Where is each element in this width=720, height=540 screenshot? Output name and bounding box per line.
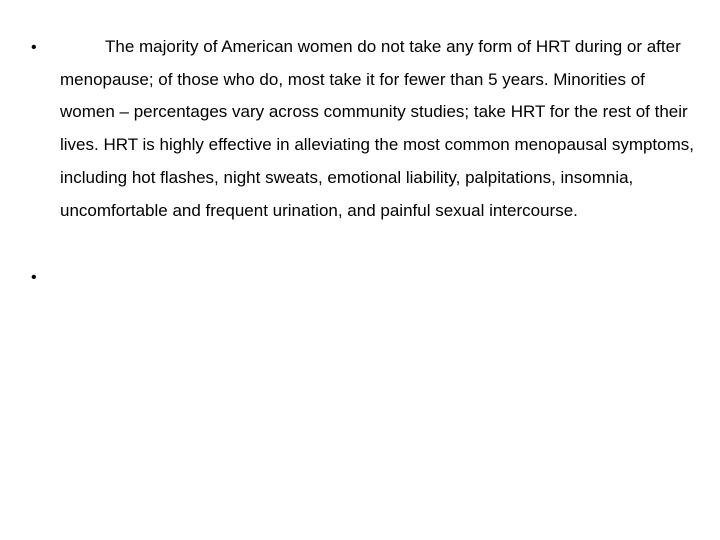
bullet-marker: • bbox=[31, 269, 37, 286]
bullet-marker: • bbox=[31, 39, 37, 56]
bullet-paragraph: The majority of American women do not take any form of HRT during or after menopause; of those who do, most take it for fewer than 5 years. Minorities of women – percentages vary across community studies; take HRT for the rest of their lives. HRT is highly effective in alleviating the most common menopausal symptoms, including hot flashes, night sweats, emotional liability, palpitations, insomnia, uncomfortable and frequent urination, and painful sexual intercourse. bbox=[60, 37, 694, 220]
